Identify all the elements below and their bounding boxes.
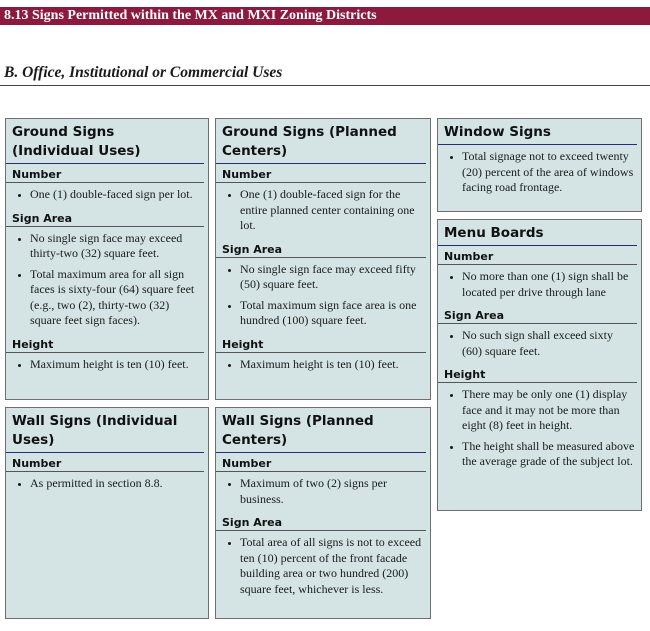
wall-signs-individual-box	[5, 407, 209, 619]
list-item: • No single sign face may exceed thirty-two (32) square feet.	[30, 231, 202, 262]
number-label: Number	[6, 453, 204, 472]
height-list	[438, 387, 641, 470]
box-title: Window Signs	[438, 119, 637, 145]
ground-signs-individual-box	[5, 118, 209, 400]
height-list	[6, 357, 208, 373]
height-label: Height	[438, 364, 637, 383]
menu-boards-box	[437, 219, 642, 511]
list-item: • One (1) double-faced sign per lot.	[30, 187, 202, 203]
window-signs-box	[437, 118, 642, 212]
list-item: • Maximum of two (2) signs per business.	[240, 476, 424, 507]
list-item: • Total maximum sign face area is one hundred (100) square feet.	[240, 298, 424, 329]
height-label: Height	[216, 334, 426, 353]
height-label: Height	[6, 334, 204, 353]
box-title: Ground Signs (Individual Uses)	[6, 119, 204, 164]
section-banner: 8.13 Signs Permitted within the MX and MXI Zoning Districts	[0, 7, 650, 25]
list-item: • The height shall be measured above the average grade of the subject lot.	[462, 439, 635, 470]
box-title: Wall Signs (Planned Centers)	[216, 408, 426, 453]
number-list	[6, 187, 208, 203]
number-label: Number	[6, 164, 204, 183]
number-label: Number	[216, 453, 426, 472]
number-label: Number	[438, 246, 637, 265]
wall-signs-planned-box	[215, 407, 431, 619]
sign-area-label: Sign Area	[216, 239, 426, 258]
list-item: • No more than one (1) sign shall be located per drive through lane	[462, 269, 635, 300]
sign-area-label: Sign Area	[6, 208, 204, 227]
sign-area-list	[6, 231, 208, 329]
ground-signs-planned-box	[215, 118, 431, 400]
number-list	[438, 269, 641, 300]
box-title: Wall Signs (Individual Uses)	[6, 408, 204, 453]
number-list	[216, 187, 430, 234]
list-item: • No single sign face may exceed fifty (50) square feet.	[240, 262, 424, 293]
subheading: B. Office, Institutional or Commercial Uses	[4, 64, 283, 81]
list-item: • Total signage not to exceed twenty (20) percent of the area of windows facing road frontage.	[462, 149, 635, 196]
list-item: • Maximum height is ten (10) feet.	[30, 357, 202, 373]
window-list	[438, 149, 641, 196]
sign-area-list	[216, 535, 430, 597]
number-label: Number	[216, 164, 426, 183]
list-item: • Total maximum area for all sign faces is sixty-four (64) square feet (e.g., two (2), thirty-two (32) square feet sign faces).	[30, 267, 202, 329]
box-title: Menu Boards	[438, 220, 637, 246]
list-item: • One (1) double-faced sign for the entire planned center containing one lot.	[240, 187, 424, 234]
list-item: • There may be only one (1) display face and it may not be more than eight (8) feet in height.	[462, 387, 635, 434]
list-item: • Maximum height is ten (10) feet.	[240, 357, 424, 373]
number-list	[216, 476, 430, 507]
height-list	[216, 357, 430, 373]
box-title: Ground Signs (Planned Centers)	[216, 119, 426, 164]
sign-area-list	[438, 328, 641, 359]
list-item: • As permitted in section 8.8.	[30, 476, 202, 492]
number-list	[6, 476, 208, 492]
list-item: • No such sign shall exceed sixty (60) square feet.	[462, 328, 635, 359]
sign-area-list	[216, 262, 430, 329]
list-item: • Total area of all signs is not to exceed ten (10) percent of the front facade building area or two hundred (200) square feet, whichever is less.	[240, 535, 424, 597]
subheading-rule	[0, 85, 650, 86]
sign-area-label: Sign Area	[216, 512, 426, 531]
sign-area-label: Sign Area	[438, 305, 637, 324]
